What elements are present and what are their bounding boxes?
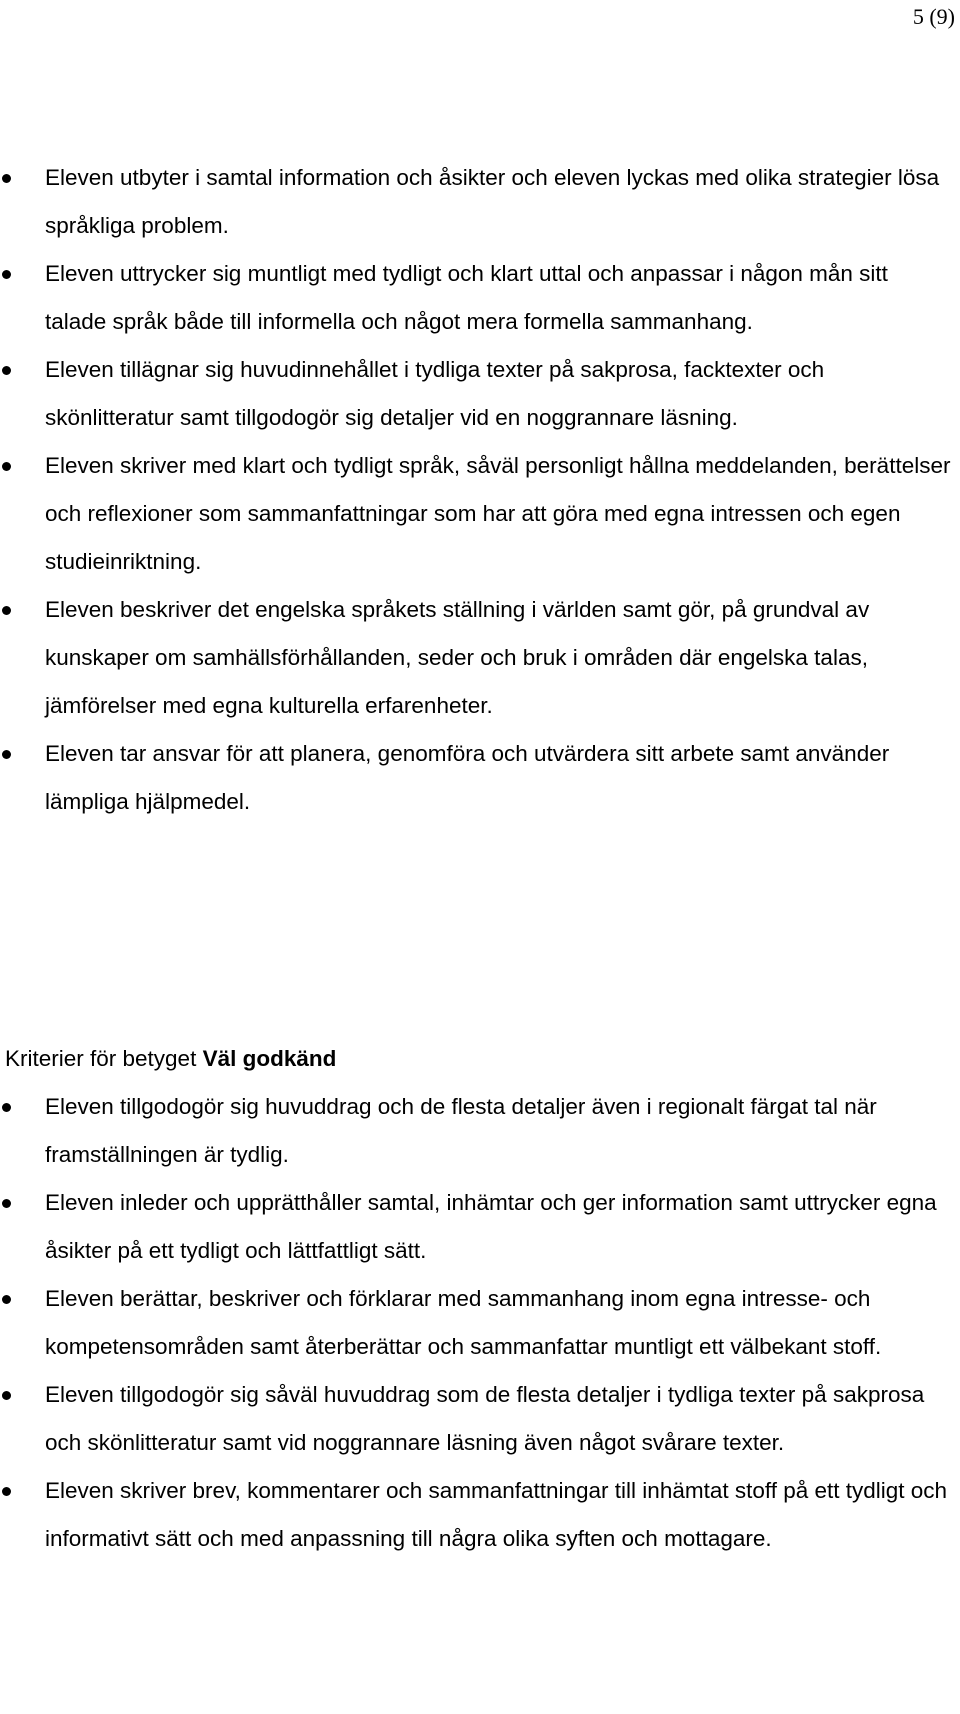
section-heading	[5, 1035, 336, 1083]
list-item-text: Eleven tillägnar sig huvudinnehållet i tydliga texter på sakprosa, facktexter och skönlitteratur samt tillgodogör sig detaljer vid en noggrannare läsning.	[45, 357, 825, 430]
list-item-text: Eleven skriver brev, kommentarer och sammanfattningar till inhämtat stoff på ett tydligt och informativt sätt och med anpassning till några olika syften och mottagare.	[45, 1478, 948, 1551]
list-item	[0, 346, 960, 442]
list-item-text: Eleven tillgodogör sig huvuddrag och de flesta detaljer även i regionalt färgat tal när framställningen är tydlig.	[45, 1094, 877, 1167]
bullet-icon	[2, 1295, 11, 1304]
list-item-text: Eleven skriver med klart och tydligt språk, såväl personligt hållna meddelanden, berättelser och reflexioner som sammanfattningar som har att göra med egna intressen och egen studieinriktning.	[45, 453, 951, 574]
list-item-text: Eleven inleder och upprätthåller samtal, inhämtar och ger information samt uttrycker egna åsikter på ett tydligt och lättfattligt sätt.	[45, 1190, 937, 1263]
list-item-text: Eleven beskriver det engelska språkets ställning i världen samt gör, på grundval av kunskaper om samhällsförhållanden, seder och bruk i områden där engelska talas, jämförelser med egna kulturella erfarenheter.	[45, 597, 870, 718]
list-item	[0, 586, 960, 730]
list-item-text: Eleven utbyter i samtal information och åsikter och eleven lyckas med olika strategier lösa språkliga problem.	[45, 165, 940, 238]
list-item	[0, 442, 960, 586]
heading-prefix: Kriterier för betyget	[5, 1046, 203, 1071]
list-item	[0, 1179, 960, 1275]
bullet-icon	[2, 174, 11, 183]
bullet-icon	[2, 750, 11, 759]
list-item-text: Eleven tar ansvar för att planera, genomföra och utvärdera sitt arbete samt använder lämpliga hjälpmedel.	[45, 741, 890, 814]
heading-grade: Väl godkänd	[202, 1046, 337, 1071]
list-item	[0, 1275, 960, 1371]
bullet-icon	[2, 1487, 11, 1496]
list-item-text: Eleven tillgodogör sig såväl huvuddrag som de flesta detaljer i tydliga texter på sakprosa och skönlitteratur samt vid noggrannare läsning även något svårare texter.	[45, 1382, 925, 1455]
list-item	[0, 154, 960, 250]
bullet-icon	[2, 606, 11, 615]
bullet-icon	[2, 366, 11, 375]
bullet-icon	[2, 462, 11, 471]
bullet-icon	[2, 1391, 11, 1400]
list-item	[0, 1371, 960, 1467]
bullet-icon	[2, 1103, 11, 1112]
list-item	[0, 1467, 960, 1563]
list-item	[0, 250, 960, 346]
criteria-list-g	[0, 154, 960, 826]
bullet-icon	[2, 1199, 11, 1208]
page-number: 5 (9)	[912, 4, 955, 29]
list-item	[0, 730, 960, 826]
list-item	[0, 1083, 960, 1179]
list-item-text: Eleven uttrycker sig muntligt med tydligt och klart uttal och anpassar i någon mån sitt talade språk både till informella och något mera formella sammanhang.	[45, 261, 888, 334]
list-item-text: Eleven berättar, beskriver och förklarar med sammanhang inom egna intresse- och kompetensområden samt återberättar och sammanfattar muntligt ett välbekant stoff.	[45, 1286, 882, 1359]
criteria-list-vg	[0, 1083, 960, 1563]
bullet-icon	[2, 270, 11, 279]
